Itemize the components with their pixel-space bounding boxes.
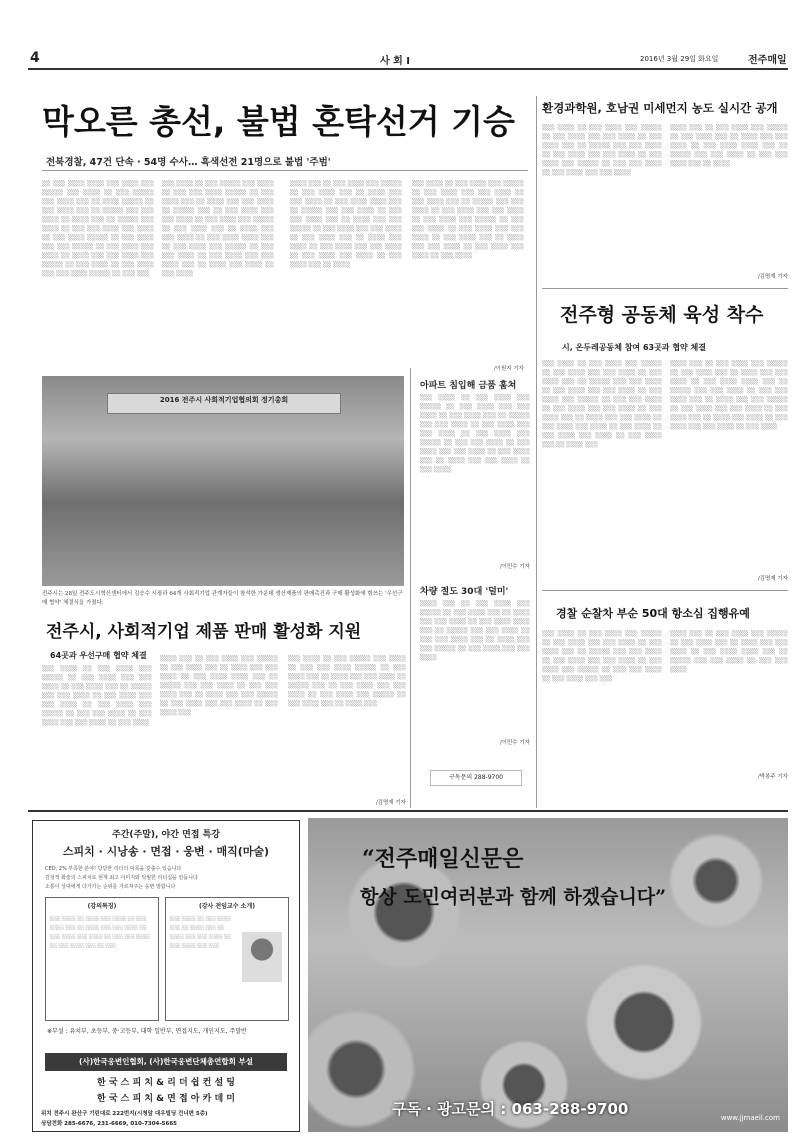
features-box <box>45 897 159 1021</box>
instructor-bio: ░░░ ░░░░ ░░ ░░░ ░░░░ ░░░ ░░ ░░░░ ░░░ ░░ ░░░░ ░░░ ░░░ ░░░░ ░░ ░░░ ░░░░ ░░░ ░░░ <box>170 917 232 949</box>
academy-name-2: 한 국 스 피 치 & 면 접 아 카 데 미 <box>97 1094 235 1104</box>
enterprise-subhead: 64곳과 우선구매 협약 체결 <box>50 651 147 660</box>
features-list: ░░░ ░░░░ ░░ ░░░░ ░░░ ░░░░ ░░ ░░░ ░░░░ ░░░ ░░ ░░░░ ░░░ ░░░ ░░░░ ░░ ░░░ ░░░░ ░░░ ░░░░ ░░ ░░░ ░░░ ░░░░ ░░ ░░░ ░░░░ ░░░ ░░ ░░░ <box>50 917 150 949</box>
finedust-byline: /김명재 기자 <box>757 274 788 280</box>
academy-org-line: (사)한국웅변인협회, (사)한국웅변단체총연합회 부설 <box>45 1053 287 1071</box>
community-body-col1: ░░░ ░░░░ ░░ ░░░ ░░░░ ░░░ ░░░░░ ░░ ░░░ ░░░░ ░░░ ░░░ ░░░░ ░░ ░░░ ░░░░ ░░░ ░░ ░░░░░ ░░░ ░░░ ░░░░ ░░ ░░░ ░░░░ ░░░ ░░░ ░░░░ ░░ ░░░ ░░░░ ░░░ ░░░░░ ░░ ░░░ ░░░ ░░░░ ░░ ░░░ ░░░░ ░░░ ░░░ ░░░░ ░░ ░░░ ░░░░ ░░░ ░░ ░░░░ ░░░ ░░░ ░░░░ ░░ ░░░ ░░░░ ░░░ ░░░░ ░░ ░░░ ░░░░ ░░ ░░░ ░░░░ ░░░ ░░░░ ░░ ░░░ ░░░░ ░░░ ░░ ░░░░ ░░░ <box>542 361 662 448</box>
issue-date: 2016년 3월 29일 화요일 <box>640 55 719 63</box>
divider <box>536 96 537 808</box>
divider <box>542 590 788 591</box>
instructor-portrait <box>242 932 282 982</box>
ad-slogan-line2: 항상 도민여러분과 함께 하겠습니다” <box>360 886 667 908</box>
benefit-item: 소통이 상대에게 다가가는 순위를 가르쳐주는 웅변 말합니다 <box>45 884 176 890</box>
academy-ad <box>32 820 300 1132</box>
features-title: (강의특징) <box>87 903 117 910</box>
benefit-item: CEO, 2% 부족한 분야! 당당한 리더의 덕목을 갖출수 있습니다 <box>45 866 182 872</box>
finedust-headline: 환경과학원, 호남권 미세먼지 농도 실시간 공개 <box>542 101 778 115</box>
apartment-byline: /이민수 기자 <box>499 564 530 570</box>
newspaper-ad <box>308 818 788 1132</box>
page-number: 4 <box>30 50 40 66</box>
photo-caption: 전주시는 28일 전주도시혁신센터에서 김승수 시장과 64개 사회적기업 관계자들이 참석한 가운데 생산제품의 판매촉진과 구매 활성화에 힘쓰는 '우선구매 협약' 체결식을 가졌다. <box>42 591 403 606</box>
divider <box>410 368 411 808</box>
benefit-item: 감성적 화술의 스피치로 현재 최고 이미지와 탁월한 리더십을 만듭니다 <box>45 875 198 881</box>
enterprise-body-col2: ░░░░ ░░░ ░░ ░░░ ░░░░ ░░░ ░░░░░ ░░ ░░░ ░░░░ ░░░ ░░ ░░░░ ░░░ ░░░ ░░░░ ░░ ░░░ ░░░░ ░░░░ ░░░ ░░ ░░░░░ ░░░ ░░░ ░░░░ ░░ ░░░ ░░░ ░░░░ ░░░ ░░ ░░░░ ░░░ ░░░ ░░░░░ ░░ ░░░ ░░░░ ░░░ ░░░ ░░░░ ░░ ░░░ ░░░░ ░░░ <box>160 656 278 716</box>
enterprise-headline: 전주시, 사회적기업 제품 판매 활성화 지원 <box>46 622 362 642</box>
main-headline: 막오른 총선, 불법 혼탁선거 기승 <box>42 102 515 141</box>
main-body-col2: ░░░ ░░░░ ░░ ░░░ ░░░░░ ░░░ ░░░░ ░░ ░░░ ░░░ ░░░░ ░░░░░ ░░ ░░░ ░░░░ ░░░ ░░ ░░░░ ░░░ ░░░ ░░░░ ░░ ░░░░░ ░░░ ░░ ░░░ ░░░░ ░░░ ░░░ ░░░░ ░░ ░░░ ░░░░ ░░░ ░░░░░ ░░ ░░░ ░░░░ ░░░ ░░ ░░░░ ░░░ ░░░ ░░░░ ░░ ░░░ ░░░░ ░░░░ ░░░ ░░ ░░░ ░░░░ ░░░ ░░░░░ ░░ ░░░ ░░░ ░░░░ ░░ ░░░ ░░░░ ░░░ ░░░ ░░░░ ░░░ ░░ ░░░░ ░░░ ░░░░ ░░ ░░░ ░░░░ <box>162 181 274 277</box>
community-body-col2: ░░░░ ░░░ ░░ ░░░ ░░░░ ░░░ ░░░░░ ░░ ░░░ ░░░░ ░░░ ░░ ░░░░ ░░░ ░░░ ░░░░ ░░ ░░░ ░░░░ ░░░░ ░░░ ░░ ░░░░░ ░░░ ░░░ ░░░░ ░░ ░░░ ░░░ ░░░░ ░░░ ░░ ░░░░ ░░░ ░░░ ░░░░░ ░░ ░░░ ░░░░ ░░░ ░░░ ░░░░ ░░ ░░░ ░░░░ ░░░ ░░ ░░░░ ░░░ ░░░░ ░░ ░░░ ░░░░ ░░░ ░░░ ░░░░ ░░ ░░░ ░░░░ <box>670 361 788 430</box>
community-byline: /김명재 기자 <box>757 576 788 582</box>
main-body-col3: ░░░░ ░░░ ░░ ░░░ ░░░░ ░░░ ░░░░░ ░░ ░░░ ░░░░ ░░░ ░░ ░░░░ ░░░ ░░░ ░░░░ ░░ ░░░ ░░░░ ░░░░ ░░░ ░░ ░░░░░ ░░░ ░░░ ░░░░ ░░ ░░░ ░░░ ░░░░ ░░░ ░░ ░░░░ ░░░ ░░░ ░░░░░ ░░ ░░░ ░░░░ ░░░ ░░░ ░░░░ ░░ ░░░ ░░░░ ░░░ ░░ ░░░░ ░░░ ░░░░ ░░ ░░░ ░░░░ ░░░ ░░░ ░░░░ ░░ ░░░ ░░░░ ░░░ ░░░░ ░░ ░░░ ░░░░ ░░░ ░░ ░░░░ <box>290 181 402 268</box>
ad-url[interactable]: www.jjmaeil.com <box>720 1114 780 1122</box>
divider <box>42 170 528 171</box>
vehicle-body: ░░░░ ░░░ ░░ ░░░ ░░░░ ░░░ ░░░░░ ░░ ░░░ ░░░░ ░░░ ░░ ░░░░ ░░░ ░░░ ░░░░ ░░ ░░░ ░░░░ ░░░░ ░░░ ░░ ░░░░░ ░░░ ░░░ ░░░░ ░░ ░░░ ░░░ ░░░░ ░░░ ░░ ░░░░ ░░░ ░░░ ░░░░░ ░░ ░░░ ░░░░ ░░░ ░░░ ░░░░ <box>420 601 530 661</box>
photo-banner: 2016 전주시 사회적기업협의회 정기총회 <box>107 393 341 414</box>
subscription-note: 구독문의 288-9700 <box>430 770 522 786</box>
enterprise-byline: /김명재 기자 <box>375 800 406 806</box>
police-body-col1: ░░░ ░░░░ ░░ ░░░ ░░░░ ░░░ ░░░░░ ░░ ░░░ ░░░░ ░░░ ░░░ ░░░░ ░░ ░░░ ░░░░ ░░░ ░░ ░░░░░ ░░░ ░░░ ░░░░ ░░ ░░░ ░░░░ ░░░ ░░░ ░░░░ ░░ ░░░ ░░░░ ░░░ ░░░░░ ░░ ░░░ ░░░ ░░░░ ░░ ░░░ ░░░░ ░░░ ░░░ <box>542 631 662 682</box>
ad-divider <box>28 810 788 812</box>
main-body-col4: ░░░ ░░░░ ░░ ░░░ ░░░░ ░░░ ░░░░░ ░░ ░░░ ░░░░ ░░░ ░░░ ░░░░ ░░ ░░░ ░░░░ ░░░ ░░ ░░░░░ ░░░ ░░░ ░░░░ ░░ ░░░ ░░░░ ░░░ ░░░ ░░░░ ░░ ░░░ ░░░░ ░░░ ░░░░░ ░░ ░░░ ░░░ ░░░░ ░░ ░░░ ░░░░ ░░░ ░░░ ░░░░ ░░ ░░░ ░░░░ ░░░ ░░ ░░░░ ░░░ ░░░ ░░░░ ░░ ░░░ ░░░░ ░░░ ░░░░ ░░ ░░░ ░░░░ <box>412 181 524 259</box>
apartment-body: ░░░ ░░░░ ░░ ░░░ ░░░░ ░░░ ░░░░░ ░░ ░░░ ░░░░ ░░░ ░░░ ░░░░ ░░ ░░░ ░░░░ ░░░ ░░ ░░░░░ ░░░ ░░░ ░░░░ ░░ ░░░ ░░░░ ░░░ ░░░ ░░░░ ░░ ░░░ ░░░░ ░░░ ░░░░░ ░░ ░░░ ░░░ ░░░░ ░░ ░░░ ░░░░ ░░░ ░░░ ░░░░ ░░ ░░░ ░░░░ ░░░ ░░ ░░░░ ░░░ ░░░ ░░░░ ░░ ░░░ ░░░░ <box>420 395 530 473</box>
vehicle-title: 차량 절도 30대 '덜미' <box>420 587 509 597</box>
police-byline: /박봉주 기자 <box>757 774 788 780</box>
main-subhead: 전북경찰, 47건 단속 · 54명 수사… 흑색선전 21명으로 불법 '주범' <box>46 157 331 168</box>
main-body-col1: ░░ ░░░ ░░░░ ░░░░ ░░░ ░░░░ ░░░ ░░░░░ ░░░ ░░░░ ░░ ░░░ ░░░░░ ░░░ ░░░░ ░░░ ░░ ░░░░ ░░░░░ ░░ ░░░ ░░░░ ░░░ ░░ ░░░░░ ░░░ ░░░ ░░░░ ░░ ░░░░ ░░░ ░░ ░░░░░ ░░░ ░░░░ ░░ ░░░ ░░░ ░░░░ ░░░ ░░░░ ░░ ░░░ ░░░░ ░░░░░ ░░ ░░░ ░░░░ ░░░ ░░░ ░░░░░ ░░ ░░░ ░░░░ ░░░ ░░░░ ░░ ░░░░ ░░░ ░░░ ░░░░ ░░░ ░░░░░ ░░ ░░░ ░░░░ ░░ ░░░ ░░░░ ░░░ ░░░ ░░░░ ░░░░░ ░░ ░░░ ░░░ <box>42 181 154 277</box>
brand-name: 전주매일 <box>748 55 787 66</box>
finedust-body-col1: ░░░ ░░░░ ░░ ░░░ ░░░░ ░░░ ░░░░░ ░░ ░░░ ░░░░ ░░░ ░░░ ░░░░ ░░ ░░░ ░░░░ ░░░ ░░ ░░░░░ ░░░ ░░░ ░░░░ ░░ ░░░ ░░░░ ░░░ ░░░ ░░░░ ░░ ░░░ ░░░░ ░░░ ░░░░░ ░░ ░░░ ░░░ ░░░░ ░░ ░░░ ░░░░ ░░░ ░░░ ░░░░ <box>542 125 662 176</box>
police-headline: 경찰 순찰차 부순 50대 항소심 집행유예 <box>556 607 750 620</box>
divider <box>542 288 788 289</box>
instructor-box <box>165 897 289 1021</box>
academy-courses: 스피치 · 시낭송 · 면접 · 웅변 · 매직(마술) <box>62 845 270 858</box>
academy-benefits <box>45 865 289 892</box>
instructor-title: (강사 전임교수 소개) <box>198 903 256 910</box>
section-label: 사 회 Ⅰ <box>380 56 411 67</box>
ad-contact: 구독 · 광고문의 : 063-288-9700 <box>392 1100 629 1118</box>
academy-address: 위치 전주시 완산구 기린대로 222번지(시청앞 대우빌딩 건너편 5층) <box>41 1111 208 1117</box>
vehicle-byline: /이민수 기자 <box>499 740 530 746</box>
group-photo <box>42 376 404 586</box>
ad-slogan-line1: “전주매일신문은 <box>362 846 524 872</box>
community-headline: 전주형 공동체 육성 착수 <box>560 304 764 326</box>
enterprise-body-col3: ░░░ ░░░░ ░░ ░░░ ░░░░░ ░░░ ░░░░ ░░ ░░░ ░░░ ░░░░ ░░░░░ ░░ ░░░ ░░░░ ░░░ ░░ ░░░░ ░░░ ░░░ ░░░░ ░░ ░░░░░ ░░░ ░░ ░░░ ░░░░ ░░░ ░░░ ░░░░ ░░ ░░░ ░░░░ ░░░ ░░░░░ ░░ ░░░ ░░░░ ░░░ ░░ ░░░░ ░░░ <box>288 656 406 707</box>
academy-top-banner: 주간(주말), 야간 면접 특강 <box>112 830 220 840</box>
academy-name-1: 한 국 스 피 치 & 리 더 쉽 컨 설 팅 <box>97 1078 235 1088</box>
main-byline: /이원지 기자 <box>493 366 524 372</box>
header-rule <box>28 68 788 70</box>
apartment-title: 아파트 침입해 금품 훔쳐 <box>420 381 517 391</box>
police-body-col2: ░░░░ ░░░ ░░ ░░░ ░░░░ ░░░ ░░░░░ ░░ ░░░ ░░░░ ░░░ ░░ ░░░░ ░░░ ░░░ ░░░░ ░░ ░░░ ░░░░ ░░░░ ░░░ ░░ ░░░░░ ░░░ ░░░ ░░░░ ░░ ░░░ ░░░ ░░░░ <box>670 631 788 673</box>
community-subhead: 시, 온두레공동체 참여 63곳과 협약 체결 <box>562 343 707 352</box>
finedust-body-col2: ░░░░ ░░░ ░░ ░░░ ░░░░ ░░░ ░░░░░ ░░ ░░░ ░░░░ ░░░ ░░ ░░░░ ░░░ ░░░ ░░░░ ░░ ░░░ ░░░░ ░░░░ ░░░ ░░ ░░░░░ ░░░ ░░░ ░░░░ ░░ ░░░ ░░░ ░░░░ ░░░ ░░ ░░░░ <box>670 125 788 167</box>
academy-phone: 상담전화 285-6676, 231-6669, 010-7304-5665 <box>41 1121 177 1127</box>
academy-departments: ※부설 : 유치부, 초등부, 중·고등부, 대학 일반부, 면접지도, 개인지도, 주말반 <box>47 1028 247 1035</box>
enterprise-body-col1: ░░░ ░░░░ ░░ ░░░ ░░░░ ░░░ ░░░░░ ░░ ░░░ ░░░░ ░░░ ░░░ ░░░░ ░░ ░░░ ░░░░ ░░░ ░░ ░░░░░ ░░░ ░░░ ░░░░ ░░ ░░░ ░░░░ ░░░ ░░░ ░░░░ ░░ ░░░ ░░░░ ░░░ ░░░░░ ░░ ░░░ ░░░ ░░░░ ░░ ░░░ ░░░░ ░░░ ░░░ ░░░░ ░░ ░░░ ░░░░ <box>42 666 152 726</box>
